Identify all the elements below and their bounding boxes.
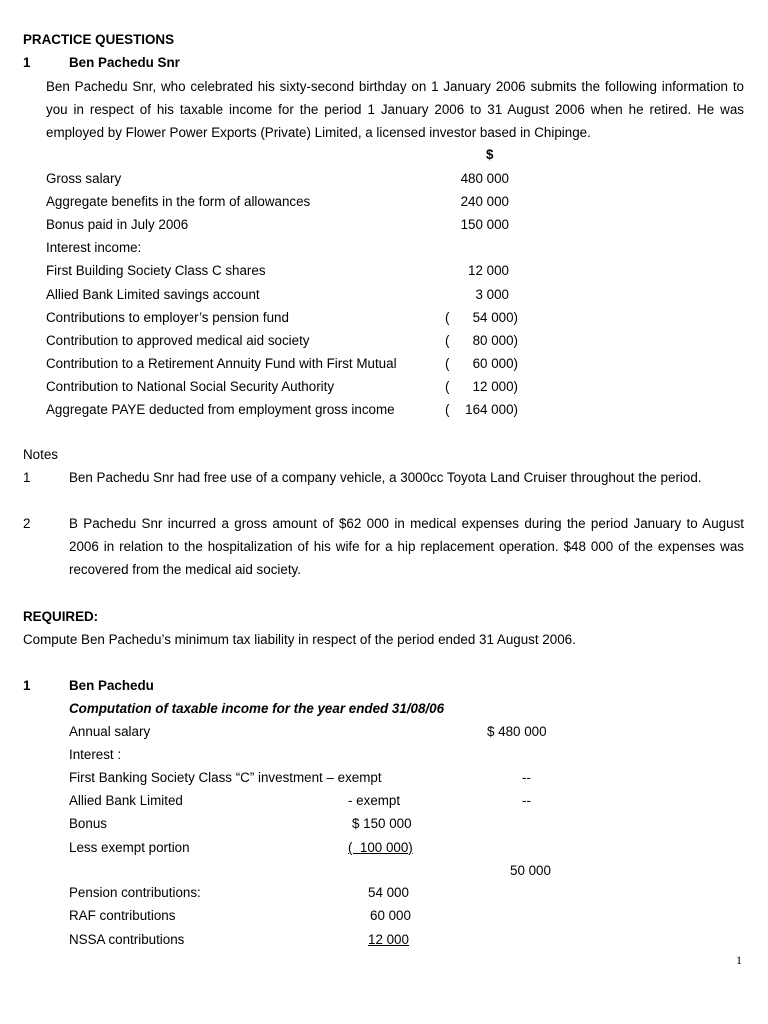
page-heading: PRACTICE QUESTIONS	[23, 32, 175, 47]
allied-note: - exempt	[348, 793, 401, 808]
bonus-net: 50 000	[510, 863, 551, 878]
first-banking-label: First Banking Society Class “C” investment – exempt	[69, 770, 382, 785]
raf-value: 60 000	[370, 908, 411, 923]
item-amount: 164 000)	[465, 402, 518, 417]
item-open-paren: (	[445, 310, 450, 325]
question-title: Ben Pachedu Snr	[69, 55, 180, 70]
item-label: Aggregate benefits in the form of allowances	[46, 194, 311, 209]
item-open-paren: (	[445, 333, 450, 348]
allied-value: --	[522, 793, 531, 808]
item-amount: 3 000	[475, 287, 509, 302]
raf-label: RAF contributions	[69, 908, 176, 923]
pension-label: Pension contributions:	[69, 885, 201, 900]
item-label: Gross salary	[46, 171, 122, 186]
bonus-label: Bonus	[69, 816, 107, 831]
item-amount: 240 000	[460, 194, 509, 209]
bonus-value: $ 150 000	[352, 816, 412, 831]
item-amount: 12 000	[468, 263, 509, 278]
pension-value: 54 000	[368, 885, 409, 900]
answer-subtitle: Computation of taxable income for the year ended 31/08/06	[69, 701, 445, 716]
item-amount: 80 000)	[472, 333, 518, 348]
item-label: Contribution to approved medical aid society	[46, 333, 310, 348]
nssa-label: NSSA contributions	[69, 932, 185, 947]
item-amount: 54 000)	[472, 310, 518, 325]
item-label: Bonus paid in July 2006	[46, 217, 189, 232]
note-number: 2	[23, 516, 31, 531]
item-amount: 150 000	[460, 217, 509, 232]
item-open-paren: (	[445, 356, 450, 371]
currency-header: $	[486, 147, 494, 162]
notes-heading: Notes	[23, 447, 58, 462]
item-label: Interest income:	[46, 240, 142, 255]
answer-number: 1	[23, 678, 31, 693]
page-number: 1	[736, 953, 742, 967]
first-banking-value: --	[522, 770, 531, 785]
item-label: Contributions to employer’s pension fund	[46, 310, 289, 325]
note-text: Ben Pachedu Snr had free use of a company vehicle, a 3000cc Toyota Land Cruiser throughout the period.	[69, 470, 702, 485]
item-label: Allied Bank Limited savings account	[46, 287, 260, 302]
required-heading: REQUIRED:	[23, 609, 99, 624]
item-label: Aggregate PAYE deducted from employment gross income	[46, 402, 395, 417]
note-text: B Pachedu Snr incurred a gross amount of $62 000 in medical expenses during the period January to August 2006 in relation to the hospitalization of his wife for a hip replacement operation. $48 000 of the expenses was recovered from the medical aid society.	[69, 516, 744, 577]
question-number: 1	[23, 55, 31, 70]
exempt-label: Less exempt portion	[69, 840, 190, 855]
item-open-paren: (	[445, 379, 450, 394]
item-amount: 60 000)	[472, 356, 518, 371]
item-label: Contribution to a Retirement Annuity Fund with First Mutual	[46, 356, 397, 371]
required-text: Compute Ben Pachedu’s minimum tax liability in respect of the period ended 31 August 2006.	[23, 632, 576, 647]
item-label: Contribution to National Social Security Authority	[46, 379, 335, 394]
annual-salary-value: $ 480 000	[487, 724, 547, 739]
annual-salary-label: Annual salary	[69, 724, 151, 739]
interest-label: Interest :	[69, 747, 122, 762]
item-open-paren: (	[445, 402, 450, 417]
nssa-value: 12 000	[368, 932, 409, 947]
question-intro: Ben Pachedu Snr, who celebrated his sixty-second birthday on 1 January 2006 submits the following information to you in respect of his taxable income for the period 1 January 2006 to 31 August 2006 when he retired. He was employed by Flower Power Exports (Private) Limited, a licensed investor based in Chipinge.	[46, 79, 744, 140]
item-label: First Building Society Class C shares	[46, 263, 266, 278]
item-amount: 480 000	[460, 171, 509, 186]
exempt-value: ( 100 000)	[348, 840, 413, 855]
answer-title: Ben Pachedu	[69, 678, 154, 693]
item-amount: 12 000)	[472, 379, 518, 394]
note-number: 1	[23, 470, 31, 485]
allied-label: Allied Bank Limited	[69, 793, 183, 808]
